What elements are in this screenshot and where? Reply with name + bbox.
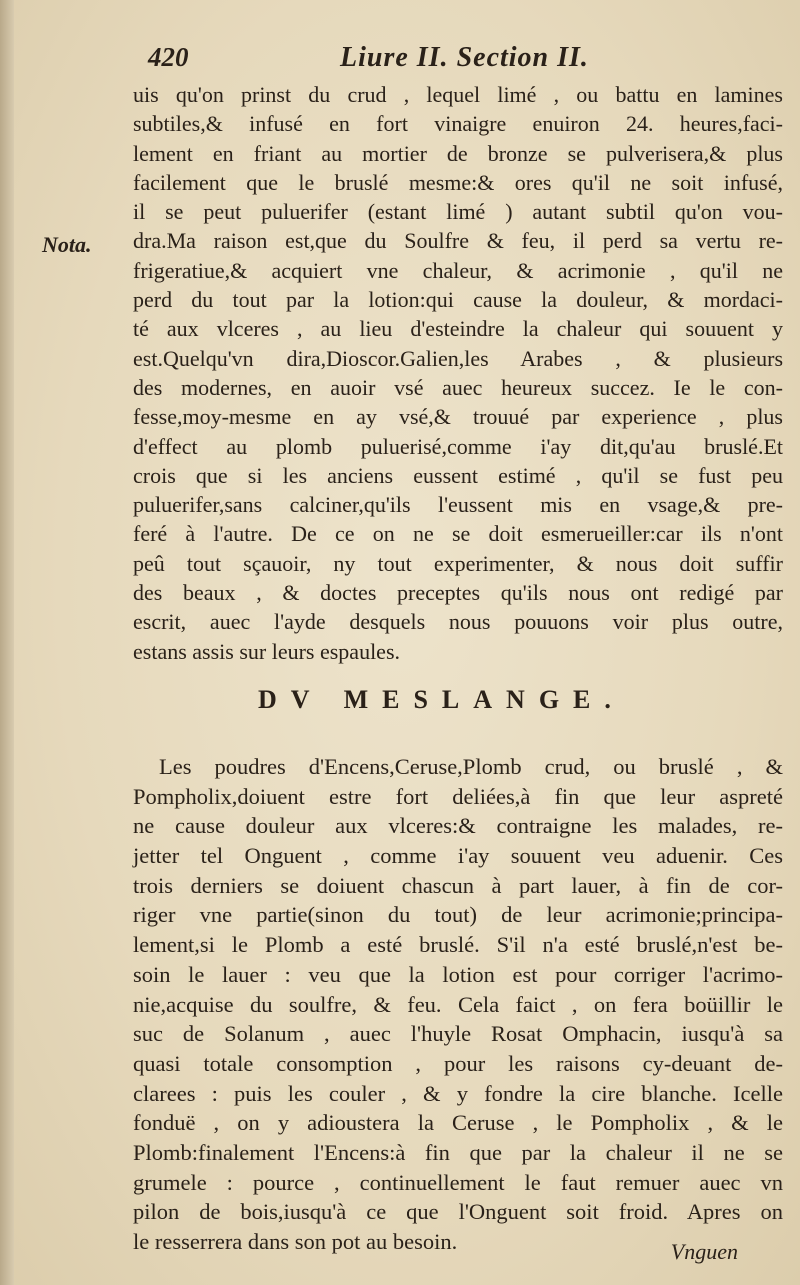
text-line: estans assis sur leurs espaules.	[133, 638, 401, 664]
text-line: grumele : pource , continuellement le faut remuer auec vn	[133, 1169, 783, 1195]
text-line: Pompholix,doiuent estre fort deliées,à fin que leur aspreté	[133, 783, 783, 809]
text-line: ne cause douleur aux vlceres:& contraigne les malades, re-	[133, 813, 783, 839]
text-line: il se peut puluerifer (estant limé ) autant subtil qu'on vou-	[133, 199, 783, 225]
text-line: uis qu'on prinst du crud , lequel limé , ou battu en lamines	[133, 82, 783, 107]
text-line: trois derniers se doiuent chascun à part lauer, à fin de cor-	[133, 872, 783, 898]
section-heading: DV MESLANGE.	[258, 685, 625, 714]
text-line: puluerifer,sans calciner,qu'ils l'eussent mis en vsage,& pre-	[133, 492, 783, 518]
text-line: le resserrera dans son pot au besoin.	[133, 1229, 458, 1254]
text-line: facilement que le bruslé mesme:& ores qu'il ne soit infusé,	[133, 169, 783, 195]
text-line: clarees : puis les couler , & y fondre la cire blanche. Icelle	[133, 1080, 783, 1106]
text-line: té aux vlceres , au lieu d'esteindre la chaleur qui souuent y	[133, 316, 783, 342]
text-line: d'effect au plomb puluerisé,comme i'ay dit,qu'au bruslé.Et	[133, 433, 783, 459]
text-line: riger vne partie(sinon du tout) de leur acrimonie;principa-	[133, 902, 783, 928]
text-line: subtiles,& infusé en fort vinaigre enuiron 24. heures,faci-	[133, 111, 783, 137]
text-line: nie,acquise du soulfre, & feu. Cela faict , on fera boüillir le	[133, 991, 783, 1017]
text-line: peû tout sçauoir, ny tout experimenter, & nous doit suffir	[133, 550, 783, 576]
paragraph-2	[133, 752, 783, 1257]
page-header	[140, 40, 740, 80]
text-line: feré à l'autre. De ce on ne se doit esmerueiller:car ils n'ont	[133, 521, 783, 547]
text-line: jetter tel Onguent , comme i'ay souuent veu aduenir. Ces	[133, 843, 783, 869]
page-binding-edge	[0, 0, 14, 1285]
text-line: Les poudres d'Encens,Ceruse,Plomb crud, ou bruslé , &	[159, 754, 783, 779]
text-line: lement en friant au mortier de bronze se pulverisera,& plus	[133, 140, 783, 166]
text-line: dra.Ma raison est,que du Soulfre & feu, il perd sa vertu re-	[133, 228, 783, 254]
text-line: pilon de bois,iusqu'à ce que l'Onguent soit froid. Apres on	[133, 1199, 783, 1225]
text-line: fesse,moy-mesme en ay vsé,& trouué par experience , plus	[133, 404, 783, 430]
text-line: lement,si le Plomb a esté bruslé. S'il n'a esté bruslé,n'est be-	[133, 932, 783, 958]
text-line: quasi totale consomption , pour les raisons cy-deuant de-	[133, 1050, 783, 1076]
text-line: fonduë , on y adioustera la Ceruse , le Pompholix , & le	[133, 1110, 783, 1136]
catchword: Vnguen	[670, 1239, 738, 1264]
text-line: des beaux , & doctes preceptes qu'ils nous ont redigé par	[133, 580, 783, 606]
text-line: soin le lauer : veu que la lotion est pour corriger l'acrimo-	[133, 961, 783, 987]
paragraph-1	[133, 80, 783, 666]
text-line: Plomb:finalement l'Encens:à fin que par la chaleur il ne se	[133, 1139, 783, 1165]
text-line: est.Quelqu'vn dira,Dioscor.Galien,les Arabes , & plusieurs	[133, 345, 783, 371]
text-line: crois que si les anciens eussent estimé , qu'il se fust peu	[133, 462, 783, 488]
text-line: frigeratiue,& acquiert vne chaleur, & acrimonie , qu'il ne	[133, 257, 783, 283]
text-line: escrit, auec l'ayde desquels nous pouuons voir plus outre,	[133, 609, 783, 635]
margin-note: Nota.	[42, 232, 92, 257]
text-line: suc de Solanum , auec l'huyle Rosat Omphacin, iusqu'à sa	[133, 1021, 783, 1047]
text-line: perd du tout par la lotion:qui cause la douleur, & mordaci-	[133, 287, 783, 313]
running-title: Liure II. Section II.	[340, 42, 589, 73]
text-line: des modernes, en auoir vsé auec heureux succez. Ie le con-	[133, 374, 783, 400]
page-number: 420	[148, 42, 189, 72]
